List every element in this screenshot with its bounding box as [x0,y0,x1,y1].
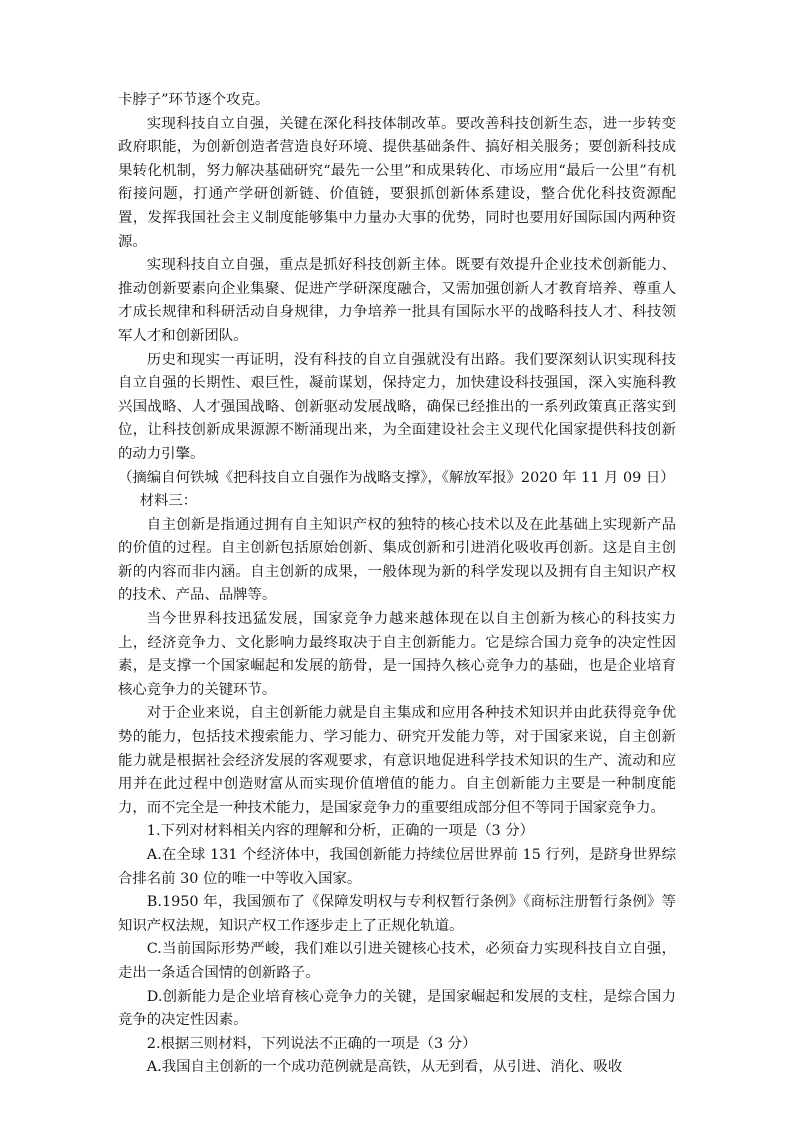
material3-paragraph-1: 自主创新是指通过拥有自主知识产权的独特的核心技术以及在此基础上实现新产品的价值的过程。自主创新包括原始创新、集成创新和引进消化吸收再创新。这是自主创新的内容而非内涵。自主创新的成果，一般体现为新的科学发现以及拥有自主知识产权的技术、产品、品牌等。 [118,516,676,604]
material3-paragraph-2: 当今世界科技迅猛发展，国家竞争力越来越体现在以自主创新为核心的科技实力上，经济竞争力、文化影响力最终取决于自主创新能力。它是综合国力竞争的决定性因素，是支撑一个国家崛起和发展的筋骨，是一国持久核心竞争力的基础，也是企业培育核心竞争力的关键环节。 [118,611,676,698]
question1-option-d: D.创新能力是企业培育核心竞争力的关键，是国家崛起和发展的支柱，是综合国力竞争的决定性因素。 [118,988,676,1029]
material2-source: （摘编自何铁城《把科技自立自强作为战略支撑》，《解放军报》2020 年 11 月 09 日） [118,469,675,486]
material3-paragraph-3: 对于企业来说，自主创新能力就是自主集成和应用各种技术知识并由此获得竞争优势的能力，包括技术搜索能力、学习能力、研究开发能力等，对于国家来说，自主创新能力就是根据社会经济发展的客观要求，有意识地促进科学技术知识的生产、流动和应用并在此过程中创造财富从而实现价值增值的能力。自主创新能力主要是一种制度能力，而不完全是一种技术能力，是国家竞争力的重要组成部分但不等同于国家竞争力。 [118,705,676,816]
material2-tail: 卡脖子”环节逐个攻克。 [118,92,270,108]
question1-option-a: A.在全球 131 个经济体中，我国创新能力持续位居世界前 15 行列，是跻身世界综合排名前 30 位的唯一中等收入国家。 [118,847,676,887]
question1-option-c: C.当前国际形势严峻，我们难以引进关键核心技术，必须奋力实现科技自立自强，走出一条适合国情的创新路子。 [118,941,676,981]
question1-option-b: B.1950 年，我国颁布了《保障发明权与专利权暂行条例》《商标注册暂行条例》等知识产权法规，知识产权工作逐步走上了正规化轨道。 [118,894,676,934]
question2-stem: 2.根据三则材料，下列说法不正确的一项是（3 分） [146,1035,477,1052]
material3-heading: 材料三： [139,493,198,510]
material2-paragraph-1: 实现科技自立自强，关键在深化科技体制改革。要改善科技创新生态，进一步转变政府职能，为创新创造者营造良好环境、提供基础条件、搞好相关服务；要创新科技成果转化机制，努力解决基础研究“最先一公里”和成果转化、市场应用“最后一公里”有机衔接问题，打通产学研创新链、价值链，要狠抓创新体系建设，整合优化科技资源配置，发挥我国社会主义制度能够集中力量办大事的优势，同时也要用好国际国内两种资源。 [118,115,676,250]
question1-stem: 1.下列对材料相关内容的理解和分析，正确的一项是（3 分） [146,823,535,840]
material2-paragraph-3: 历史和现实一再证明，没有科技的自立自强就没有出路。我们要深刻认识实现科技自立自强的长期性、艰巨性，凝前谋划，保持定力，加快建设科技强国，深入实施科教兴国战略、人才强国战略、创新驱动发展战略，确保已经推出的一系列政策真正落实到位，让科技创新成果源源不断涌现出来，为全面建设社会主义现代化国家提供科技创新的动力引擎。 [118,351,676,462]
question2-option-a: A.我国自主创新的一个成功范例就是高铁，从无到看，从引进、消化、吸收 [146,1059,623,1076]
material2-paragraph-2: 实现科技自立自强，重点是抓好科技创新主体。既要有效提升企业技术创新能力、推动创新要素向企业集聚、促进产学研深度融合，又需加强创新人才教育培养、尊重人才成长规律和科研活动自身规律，力争培养一批具有国际水平的战略科技人才、科技领军人才和创新团队。 [118,257,676,344]
document-page [118,89,676,1080]
